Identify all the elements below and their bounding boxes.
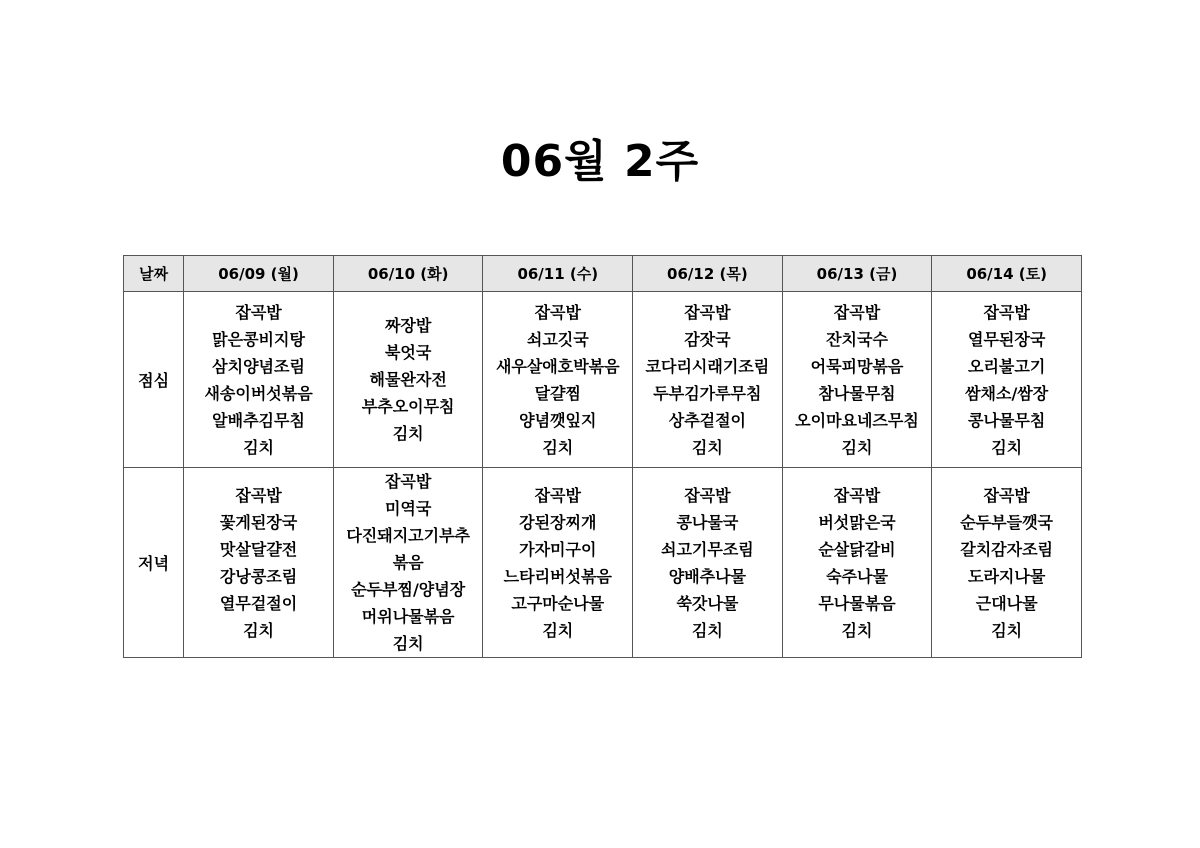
menu-item: 상추겉절이 <box>668 410 747 430</box>
menu-item: 순두부찜/양념장 <box>351 580 466 599</box>
menu-item: 쌈채소/쌈장 <box>965 383 1049 403</box>
menu-item: 잡곡밥 <box>534 302 581 322</box>
day-header: 06/11 (수) <box>483 256 633 292</box>
menu-item: 무나물볶음 <box>818 593 896 613</box>
menu-item: 해물완자전 <box>369 370 447 389</box>
menu-item: 잡곡밥 <box>384 472 432 491</box>
menu-item: 열무겉절이 <box>219 593 298 613</box>
menu-item: 두부김가루무침 <box>653 383 762 403</box>
menu-item: 김치 <box>542 437 574 457</box>
day-header: 06/14 (토) <box>932 256 1082 292</box>
menu-item: 숙주나물 <box>826 566 888 586</box>
menu-item: 꽃게된장국 <box>219 512 298 532</box>
lunch-row <box>124 292 1082 468</box>
menu-item: 삼치양념조림 <box>212 356 305 376</box>
menu-item: 열무된장국 <box>968 329 1046 349</box>
menu-item: 잡곡밥 <box>235 485 282 505</box>
menu-cell <box>483 292 633 468</box>
menu-cell <box>633 292 783 468</box>
menu-item: 김치 <box>841 620 873 640</box>
menu-item: 양배추나물 <box>668 566 747 586</box>
menu-cell <box>633 468 783 658</box>
menu-item: 잡곡밥 <box>684 485 731 505</box>
menu-item: 쇠고기무조림 <box>661 539 754 559</box>
menu-table <box>123 255 1082 658</box>
day-header: 06/10 (화) <box>333 256 483 292</box>
menu-item: 잔치국수 <box>826 329 888 349</box>
menu-cell <box>333 292 483 468</box>
day-header: 06/12 (목) <box>633 256 783 292</box>
menu-item: 북엇국 <box>384 343 432 362</box>
header-row <box>124 256 1082 292</box>
menu-item: 강낭콩조림 <box>219 566 298 586</box>
menu-item: 버섯맑은국 <box>818 512 896 532</box>
menu-item: 잡곡밥 <box>235 302 282 322</box>
menu-item: 맛살달걀전 <box>219 539 298 559</box>
menu-item: 잡곡밥 <box>684 302 731 322</box>
menu-item: 코다리시래기조림 <box>645 356 770 376</box>
menu-item: 잡곡밥 <box>983 302 1030 322</box>
menu-cell <box>782 292 932 468</box>
menu-item: 다진돼지고기부추 <box>346 526 470 545</box>
menu-item: 오이마요네즈무침 <box>795 410 919 430</box>
menu-item: 콩나물무침 <box>968 410 1046 430</box>
menu-item: 잡곡밥 <box>983 485 1030 505</box>
menu-cell <box>932 292 1082 468</box>
menu-item: 어묵피망볶음 <box>810 356 904 376</box>
date-header-label: 날짜 <box>124 256 184 292</box>
menu-item: 달걀찜 <box>534 383 581 403</box>
dinner-row <box>124 468 1082 658</box>
lunch-label: 점심 <box>124 292 184 468</box>
menu-cell <box>333 468 483 658</box>
menu-item: 새송이버섯볶음 <box>204 383 313 403</box>
menu-item: 오리불고기 <box>968 356 1046 376</box>
menu-item: 김치 <box>243 437 275 457</box>
page-title: 06월 2주 <box>500 136 700 187</box>
day-header: 06/13 (금) <box>782 256 932 292</box>
menu-item: 양념깻잎지 <box>519 410 597 430</box>
dinner-label: 저녁 <box>124 468 184 658</box>
menu-cell <box>184 468 334 658</box>
menu-item: 근대나물 <box>975 593 1038 613</box>
menu-item: 도라지나물 <box>968 566 1046 586</box>
menu-item: 잡곡밥 <box>534 485 581 505</box>
menu-item: 잡곡밥 <box>833 302 881 322</box>
day-header: 06/09 (월) <box>184 256 334 292</box>
menu-item: 순두부들깻국 <box>960 512 1054 532</box>
menu-cell <box>184 292 334 468</box>
menu-item: 갈치감자조림 <box>960 539 1054 559</box>
menu-item: 순살닭갈비 <box>818 539 896 559</box>
menu-item: 감잣국 <box>684 329 731 349</box>
menu-item: 김치 <box>542 620 574 640</box>
menu-item: 짜장밥 <box>384 316 432 335</box>
menu-item: 김치 <box>691 437 723 457</box>
menu-item: 쑥갓나물 <box>676 593 739 613</box>
menu-item: 가자미구이 <box>519 539 597 559</box>
menu-item: 김치 <box>991 620 1023 640</box>
menu-cell <box>932 468 1082 658</box>
menu-item: 잡곡밥 <box>833 485 881 505</box>
menu-item: 김치 <box>841 437 873 457</box>
menu-item: 미역국 <box>384 499 432 518</box>
menu-cell <box>483 468 633 658</box>
menu-item: 느타리버섯볶음 <box>503 566 612 586</box>
menu-item: 강된장찌개 <box>519 512 597 532</box>
menu-item: 부추오이무침 <box>361 397 455 416</box>
menu-item: 고구마순나물 <box>511 593 605 613</box>
menu-item: 참나물무침 <box>818 383 896 403</box>
menu-item: 김치 <box>991 437 1023 457</box>
menu-cell <box>782 468 932 658</box>
menu-item: 김치 <box>392 634 424 653</box>
menu-item: 김치 <box>691 620 723 640</box>
menu-item: 맑은콩비지탕 <box>212 329 305 349</box>
menu-item: 콩나물국 <box>676 512 739 532</box>
menu-item: 볶음 <box>392 553 424 572</box>
menu-item: 김치 <box>243 620 275 640</box>
menu-item: 알배추김무침 <box>212 410 305 430</box>
menu-item: 쇠고깃국 <box>526 329 589 349</box>
menu-item: 머위나물볶음 <box>361 607 455 626</box>
menu-item: 새우살애호박볶음 <box>495 356 620 376</box>
menu-item: 김치 <box>392 424 424 443</box>
